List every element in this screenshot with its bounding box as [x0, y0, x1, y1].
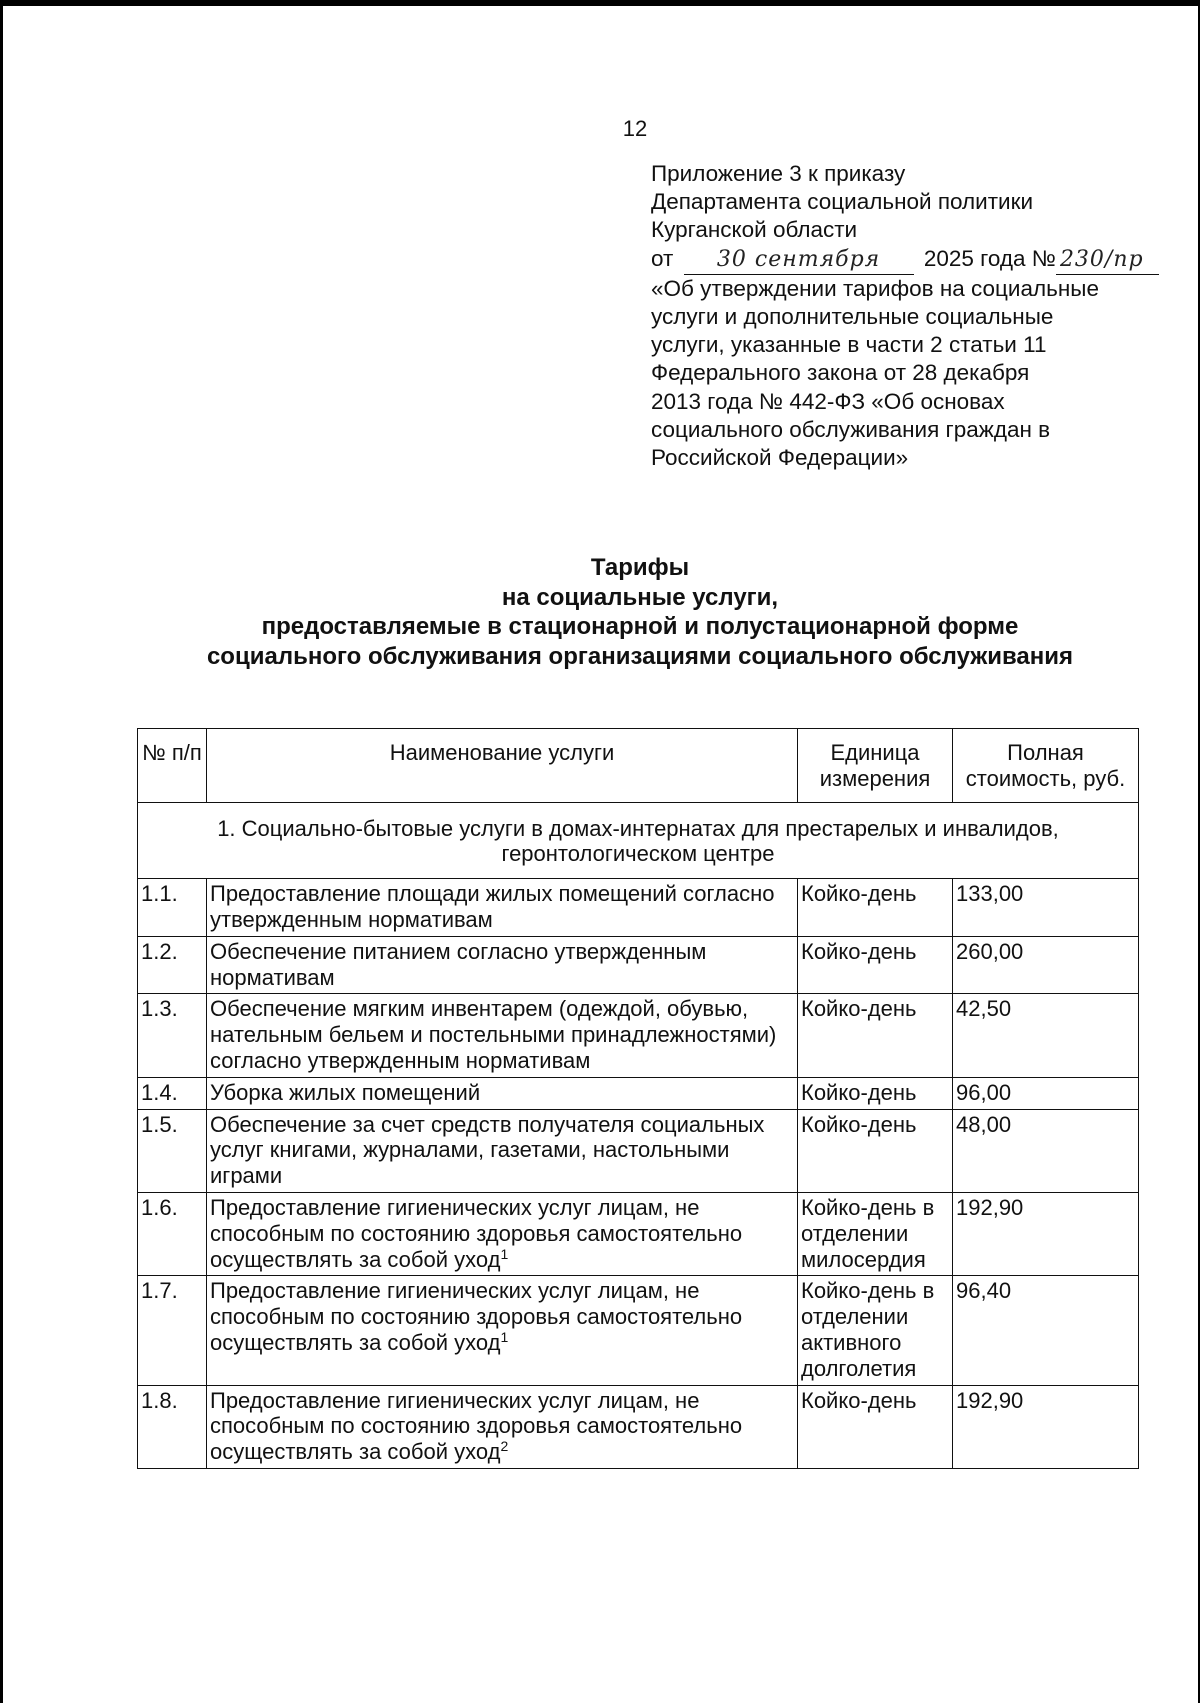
table-header-row — [138, 729, 1139, 803]
row-number: 1.5. — [138, 1109, 207, 1192]
service-name-cell — [207, 1276, 798, 1385]
appendix-line: 2013 года № 442-ФЗ «Об основах — [651, 388, 1005, 414]
header-num: № п/п — [138, 729, 207, 803]
unit-of-measure: Койко-день — [798, 994, 953, 1077]
unit-of-measure: Койко-день — [798, 936, 953, 994]
service-name-cell — [207, 879, 798, 937]
section-row — [138, 802, 1139, 879]
service-name-cell — [207, 1192, 798, 1275]
appendix-line: Российской Федерации» — [651, 445, 909, 471]
service-name-cell — [207, 936, 798, 994]
full-cost: 48,00 — [953, 1109, 1139, 1192]
table-row — [138, 1385, 1139, 1468]
header-price: Полная стоимость, руб. — [953, 729, 1139, 803]
service-name-cell — [207, 1109, 798, 1192]
tariffs-table — [137, 728, 1139, 1469]
service-name: Предоставление гигиенических услуг лицам, не способным по состоянию здоровья самостоятельно осуществлять за собой уход — [210, 1194, 743, 1272]
full-cost: 192,90 — [953, 1192, 1139, 1275]
service-name-cell — [207, 994, 798, 1077]
service-name: Обеспечение питанием согласно утвержденным нормативам — [210, 938, 707, 990]
table-row — [138, 1192, 1139, 1275]
unit-of-measure: Койко-день в отделении активного долголетия — [798, 1276, 953, 1385]
title-line: социального обслуживания организациями социального обслуживания — [206, 642, 1074, 670]
table-row — [138, 1109, 1139, 1192]
document-title — [0, 553, 1200, 671]
handwritten-date: 30 сентября — [684, 246, 914, 275]
title-line: Тарифы — [590, 554, 690, 581]
title-line: на социальные услуги, — [501, 583, 779, 611]
table-row — [138, 1276, 1139, 1385]
appendix-line: Департамента социальной политики — [651, 189, 1034, 215]
service-name: Уборка жилых помещений — [210, 1079, 481, 1105]
scan-border-top — [0, 0, 1200, 6]
unit-of-measure: Койко-день — [798, 1385, 953, 1468]
full-cost: 192,90 — [953, 1385, 1139, 1468]
row-number: 1.4. — [138, 1077, 207, 1109]
unit-of-measure: Койко-день — [798, 1109, 953, 1192]
table-row — [138, 936, 1139, 994]
service-name: Предоставление гигиенических услуг лицам, не способным по состоянию здоровья самостоятельно осуществлять за собой уход — [210, 1278, 743, 1355]
handwritten-order-number: 230/пр — [1056, 246, 1159, 275]
footnote-marker: 1 — [500, 1245, 509, 1262]
full-cost: 133,00 — [953, 879, 1139, 937]
service-name: Обеспечение мягким инвентарем (одеждой, обувью, нательным бельем и постельными принадлежностями) согласно утвержденным нормативам — [210, 996, 777, 1073]
appendix-line: Федерального закона от 28 декабря — [651, 360, 1030, 386]
table-row — [138, 994, 1139, 1077]
appendix-line: Курганской области — [651, 217, 858, 243]
service-name-cell — [207, 1077, 798, 1109]
service-name: Предоставление гигиенических услуг лицам, не способным по состоянию здоровья самостоятельно осуществлять за собой уход — [210, 1387, 743, 1465]
unit-of-measure: Койко-день — [798, 1077, 953, 1109]
table-row — [138, 1077, 1139, 1109]
full-cost: 42,50 — [953, 994, 1139, 1077]
row-number: 1.6. — [138, 1192, 207, 1275]
date-year: 2025 года № — [923, 245, 1056, 271]
row-number: 1.1. — [138, 879, 207, 937]
row-number: 1.7. — [138, 1276, 207, 1385]
footnote-marker: 1 — [500, 1328, 509, 1345]
service-name: Обеспечение за счет средств получателя социальных услуг книгами, журналами, газетами, настольными играми — [210, 1111, 765, 1189]
service-name: Предоставление площади жилых помещений согласно утвержденным нормативам — [210, 881, 775, 932]
unit-of-measure: Койко-день — [798, 879, 953, 937]
date-prefix: от — [651, 245, 674, 271]
row-number: 1.8. — [138, 1385, 207, 1468]
scan-border-left — [0, 0, 3, 1703]
full-cost: 96,00 — [953, 1077, 1139, 1109]
full-cost: 260,00 — [953, 936, 1139, 994]
appendix-line: услуги и дополнительные социальные — [651, 304, 1054, 330]
appendix-date-line — [651, 245, 1171, 275]
full-cost: 96,40 — [953, 1276, 1139, 1385]
service-name-cell — [207, 1385, 798, 1468]
appendix-line: социального обслуживания граждан в — [651, 416, 1051, 442]
row-number: 1.2. — [138, 936, 207, 994]
appendix-line: «Об утверждении тарифов на социальные — [651, 275, 1099, 301]
header-name: Наименование услуги — [207, 729, 798, 803]
page-number: 12 — [622, 116, 648, 141]
section-title: 1. Социально-бытовые услуги в домах-интернатах для престарелых и инвалидов, геронтологическом центре — [138, 802, 1139, 879]
appendix-block — [651, 160, 1171, 472]
title-line: предоставляемые в стационарной и полустационарной форме — [261, 613, 1019, 640]
row-number: 1.3. — [138, 994, 207, 1077]
footnote-marker: 2 — [500, 1438, 509, 1455]
appendix-line: Приложение 3 к приказу — [651, 161, 906, 186]
table-row — [138, 879, 1139, 937]
appendix-line: услуги, указанные в части 2 статьи 11 — [651, 332, 1047, 358]
header-unit: Единица измерения — [798, 729, 953, 803]
unit-of-measure: Койко-день в отделении милосердия — [798, 1192, 953, 1275]
